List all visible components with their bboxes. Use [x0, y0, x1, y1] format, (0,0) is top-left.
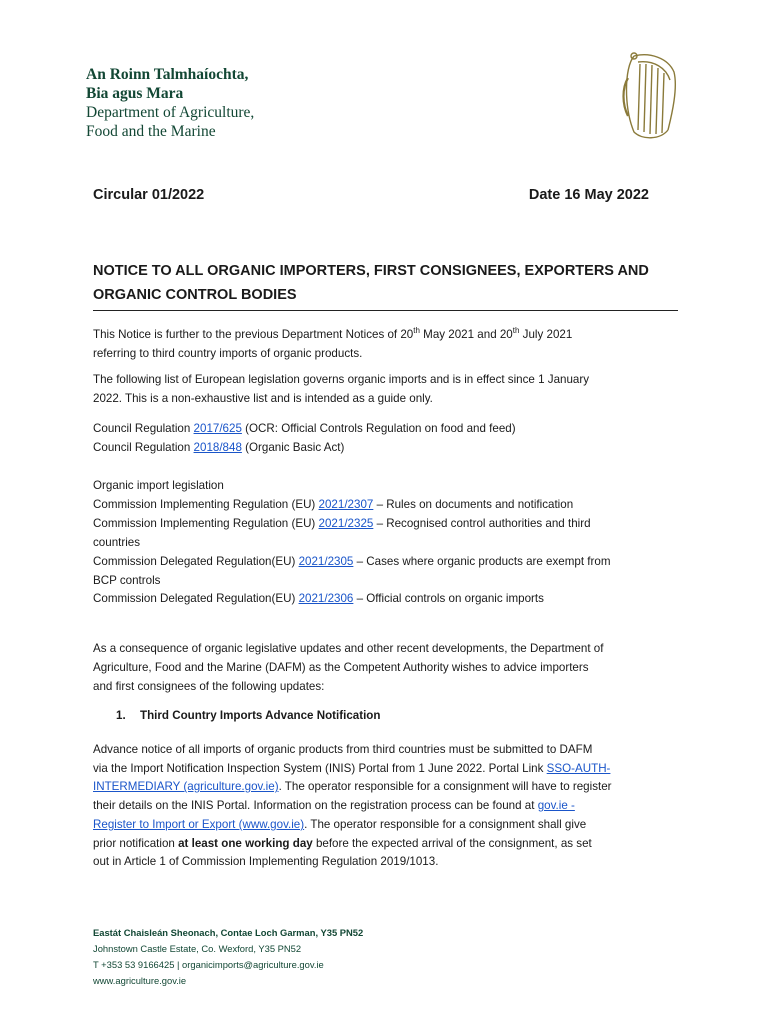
advance-line7: out in Article 1 of Commission Implementing Regulation 2019/1013. [93, 855, 439, 868]
harp-logo-icon [620, 48, 680, 144]
link-2021-2306[interactable]: 2021/2306 [298, 592, 354, 605]
council-suffix: (OCR: Official Controls Regulation on food and feed) [241, 422, 516, 435]
organic-import-heading: Organic import legislation [93, 479, 224, 492]
commission-regulation-3-cont: BCP controls [93, 574, 161, 587]
advance-text: before the expected arrival of the consignment, as set [312, 837, 592, 850]
department-name [86, 65, 254, 141]
commission-regulation-3 [93, 552, 611, 571]
legislation-intro-line2: 2022. This is a non-exhaustive list and is intended as a guide only. [93, 392, 433, 405]
advance-text: . The operator responsible for a consignment will have to register [278, 780, 612, 793]
legislation-intro-paragraph [93, 370, 678, 408]
notice-title-line1: NOTICE TO ALL ORGANIC IMPORTERS, FIRST CONSIGNEES, EXPORTERS AND [93, 263, 649, 279]
commission-prefix: Commission Implementing Regulation (EU) [93, 498, 319, 511]
legislation-intro-line1: The following list of European legislation governs organic imports and is in effect since 1 January [93, 373, 590, 386]
section-1-heading [116, 709, 380, 722]
section-1-title: Third Country Imports Advance Notification [140, 709, 381, 722]
commission-regulation-1 [93, 495, 573, 514]
council-regulation-2 [93, 438, 344, 457]
advance-line6 [93, 834, 592, 853]
dept-english-line2: Food and the Marine [86, 123, 216, 140]
intro-line1 [93, 321, 678, 344]
link-sso-auth[interactable]: SSO-AUTH- [546, 762, 611, 775]
link-sso-auth-intermediary[interactable]: INTERMEDIARY (agriculture.gov.ie) [93, 780, 279, 793]
advance-text: . The operator responsible for a consignment shall give [304, 818, 587, 831]
advance-line1: Advance notice of all imports of organic products from third countries must be submitted to DAFM [93, 743, 593, 756]
consequence-line3: and first consignees of the following updates: [93, 680, 325, 693]
commission-prefix: Commission Delegated Regulation(EU) [93, 555, 299, 568]
footer-english-address: Johnstown Castle Estate, Co. Wexford, Y35 PN52 [93, 943, 302, 954]
advance-text: their details on the INIS Portal. Information on the registration process can be found at [93, 799, 538, 812]
council-regulation-1 [93, 419, 516, 438]
footer-address [93, 925, 363, 989]
advance-line3 [93, 777, 612, 796]
commission-suffix: – Rules on documents and notification [373, 498, 574, 511]
consequence-paragraph [93, 639, 678, 696]
advance-line2 [93, 759, 610, 778]
advance-line4 [93, 796, 575, 815]
council-prefix: Council Regulation [93, 422, 194, 435]
advance-emphasis: at least one working day [178, 837, 313, 850]
commission-prefix: Commission Implementing Regulation (EU) [93, 517, 319, 530]
intro-line2: referring to third country imports of organic products. [93, 346, 363, 360]
consequence-line1: As a consequence of organic legislative updates and other recent developments, the Department of [93, 642, 604, 655]
footer-contact: T +353 53 9166425 | organicimports@agriculture.gov.ie [93, 959, 324, 970]
intro-text-a: This Notice is further to the previous Department Notices of 20 [93, 327, 414, 341]
dept-english-line1: Department of Agriculture, [86, 104, 255, 121]
advance-text: via the Import Notification Inspection System (INIS) Portal from 1 June 2022. Portal Link [93, 762, 547, 775]
footer-irish-address: Eastát Chaisleán Sheonach, Contae Loch Garman, Y35 PN52 [93, 927, 364, 938]
notice-title [93, 259, 678, 311]
link-2021-2305[interactable]: 2021/2305 [298, 555, 354, 568]
link-2018-848[interactable]: 2018/848 [193, 441, 242, 454]
footer-website: www.agriculture.gov.ie [93, 975, 187, 986]
intro-paragraph [93, 321, 678, 363]
commission-regulation-2 [93, 514, 591, 533]
link-2017-625[interactable]: 2017/625 [193, 422, 242, 435]
intro-text-c: July 2021 [519, 327, 573, 341]
council-suffix: (Organic Basic Act) [241, 441, 345, 454]
section-1-number: 1. [116, 709, 126, 722]
circular-number: Circular 01/2022 [93, 187, 205, 203]
circular-date: Date 16 May 2022 [528, 187, 649, 203]
consequence-line2: Agriculture, Food and the Marine (DAFM) as the Competent Authority wishes to advice importers [93, 661, 589, 674]
commission-suffix: – Recognised control authorities and third [373, 517, 591, 530]
notice-title-line2: ORGANIC CONTROL BODIES [93, 287, 297, 303]
commission-suffix: – Official controls on organic imports [353, 592, 544, 605]
intro-sup2: th [512, 326, 520, 335]
council-prefix: Council Regulation [93, 441, 194, 454]
dept-irish-line2: Bia agus Mara [86, 85, 184, 102]
advance-text: prior notification [93, 837, 179, 850]
commission-suffix: – Cases where organic products are exempt from [353, 555, 611, 568]
link-register-import-export[interactable]: Register to Import or Export (www.gov.ie) [93, 818, 305, 831]
dept-irish-line1: An Roinn Talmhaíochta, [86, 66, 249, 83]
commission-regulation-2-cont: countries [93, 536, 141, 549]
link-2021-2325[interactable]: 2021/2325 [318, 517, 374, 530]
commission-prefix: Commission Delegated Regulation(EU) [93, 592, 299, 605]
advance-line5 [93, 815, 586, 834]
link-2021-2307[interactable]: 2021/2307 [318, 498, 374, 511]
commission-regulation-4 [93, 589, 544, 608]
link-gov-ie[interactable]: gov.ie - [537, 799, 575, 812]
intro-sup1: th [413, 326, 420, 335]
intro-text-b: May 2021 and 20 [419, 327, 513, 341]
